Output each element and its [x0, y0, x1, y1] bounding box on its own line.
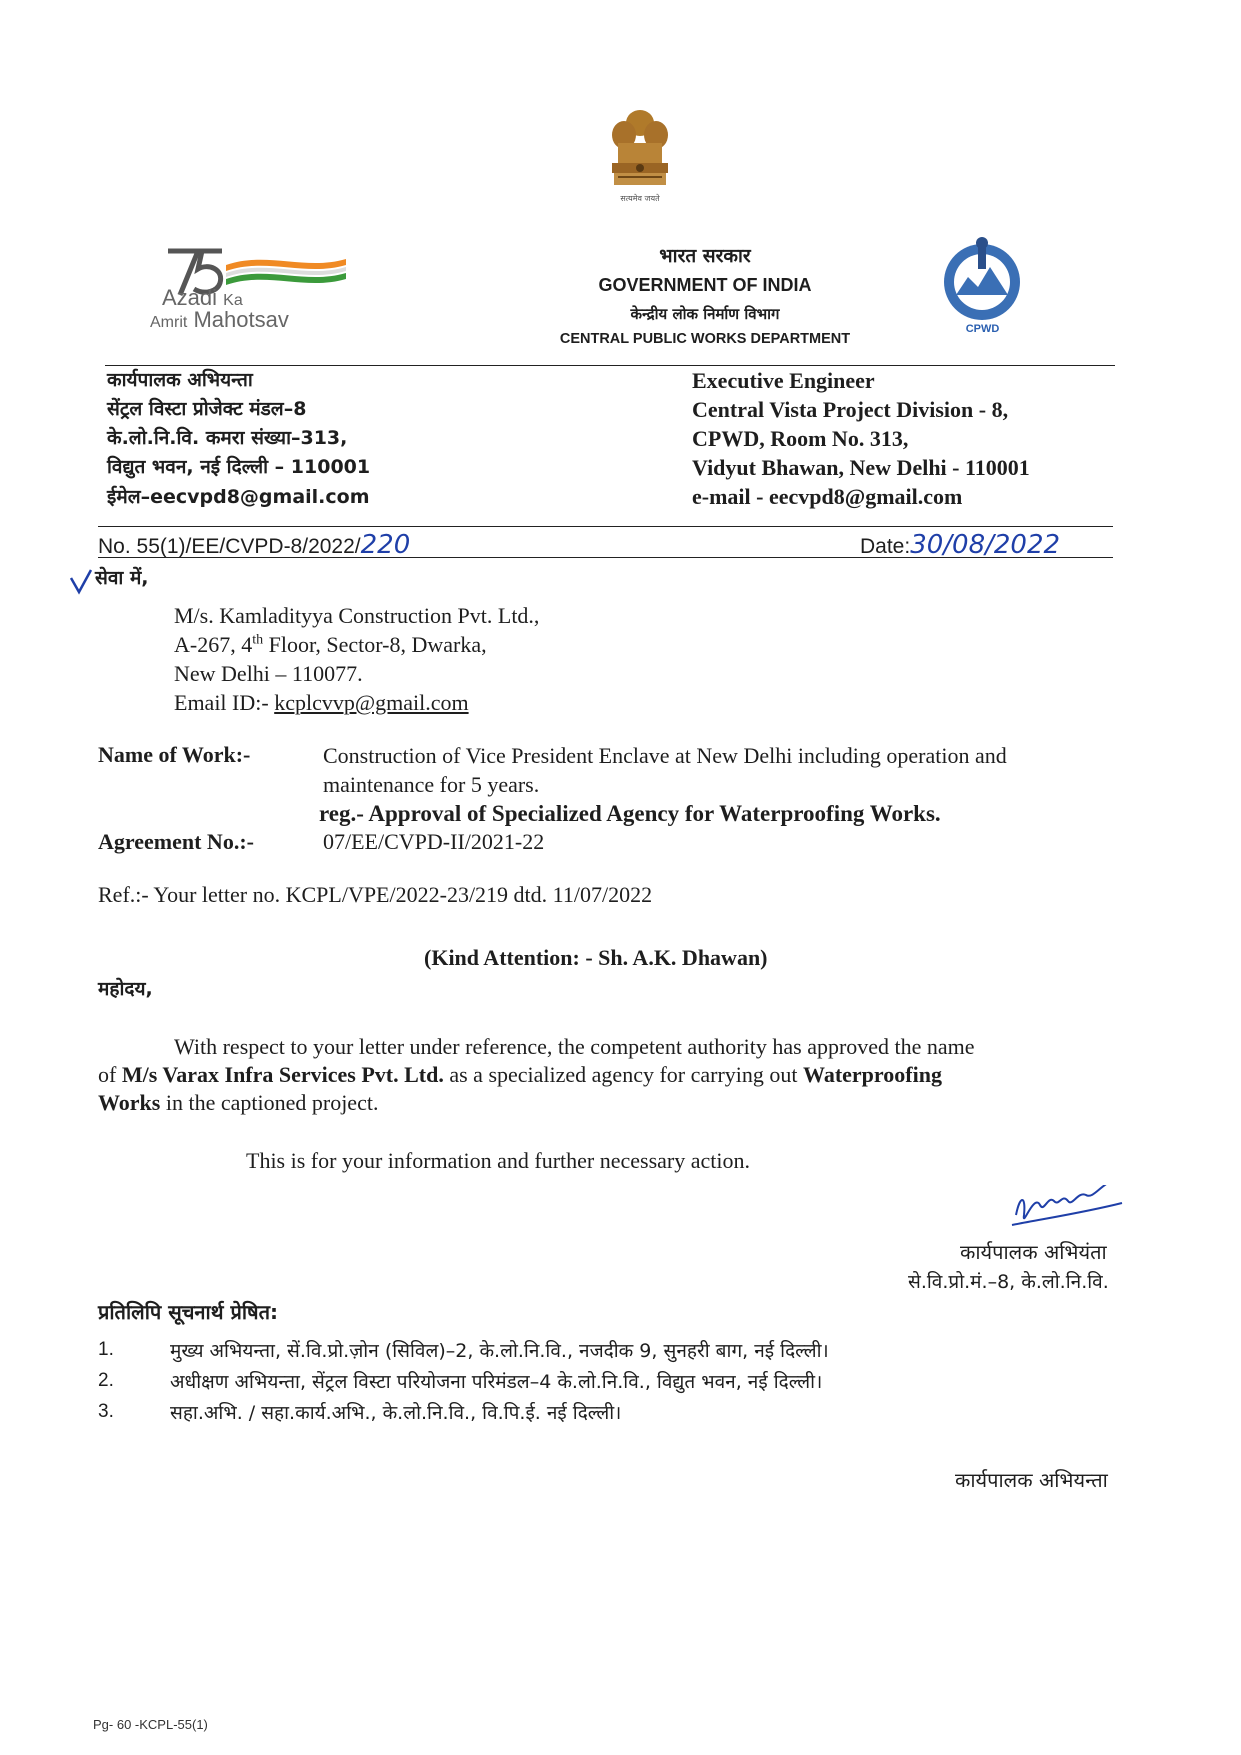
recipient-text: A-267, 4	[174, 632, 253, 657]
salutation-to: सेवा में,	[95, 567, 149, 589]
recipient-line: M/s. Kamladityya Construction Pvt. Ltd.,	[174, 603, 540, 628]
name-of-work-text: Construction of Vice President Enclave at New Delhi including operation and	[323, 743, 1007, 768]
letter-number-handwritten: 220	[360, 530, 411, 560]
recipient-email-link[interactable]: kcplcvvp@gmail.com	[274, 690, 469, 715]
recipient-superscript: th	[252, 632, 264, 648]
work-type: Waterproofing	[803, 1062, 942, 1087]
header-department: CENTRAL PUBLIC WORKS DEPARTMENT	[559, 331, 851, 347]
body-text: of	[98, 1062, 122, 1087]
subject-line: reg.- Approval of Specialized Agency for Waterproofing Works.	[319, 801, 941, 826]
copy-to-number: 3.	[98, 1401, 114, 1422]
address-divider	[98, 526, 1113, 527]
name-of-work-text: maintenance for 5 years.	[323, 772, 540, 797]
body-paragraph-line	[98, 1062, 942, 1088]
date-label: Date:	[860, 535, 911, 558]
work-type: Works	[98, 1090, 161, 1115]
copy-to-item: मुख्य अभियन्ता, सें.वि.प्रो.ज़ोन (सिविल)–2, के.लो.नि.वि., नजदीक 9, सुनहरी बाग, नई दिल्ली।	[170, 1340, 829, 1362]
address-english-line: e-mail - eecvpd8@gmail.com	[692, 484, 963, 509]
address-english-line: Central Vista Project Division - 8,	[692, 397, 1009, 422]
copy-to-item: सहा.अभि. / सहा.कार्य.अभि., के.लो.नि.वि., वि.पि.ई. नई दिल्ली।	[170, 1402, 622, 1424]
body-text: in the captioned project.	[160, 1090, 379, 1115]
body-paragraph-line: This is for your information and further necessary action.	[246, 1148, 751, 1173]
letter-number-printed: No. 55(1)/EE/CVPD-8/2022/	[98, 535, 361, 558]
address-english-line: Vidyut Bhawan, New Delhi - 110001	[692, 455, 1030, 480]
cpwd-logo	[930, 235, 1035, 340]
national-emblem	[600, 105, 680, 210]
azadi-logo-word: Mahotsav	[193, 307, 289, 332]
body-paragraph-line	[98, 1090, 378, 1116]
recipient-line: New Delhi – 110077.	[174, 661, 363, 686]
address-english-line: Executive Engineer	[692, 368, 875, 393]
reference-underline	[98, 557, 1113, 558]
salutation: महोदय,	[98, 978, 153, 1000]
closing-signatory: कार्यपालक अभियन्ता	[955, 1468, 1108, 1492]
address-hindi-line: विद्युत भवन, नई दिल्ली – 110001	[107, 456, 371, 478]
header-hindi-government: भारत सरकार	[659, 245, 751, 267]
address-english-line: CPWD, Room No. 313,	[692, 426, 909, 451]
check-mark-icon	[68, 568, 94, 596]
recipient-line	[174, 632, 487, 658]
agreement-label: Agreement No.:-	[98, 829, 254, 854]
header-government-of-india: GOVERNMENT OF INDIA	[598, 275, 812, 295]
signature-scribble	[1010, 1185, 1150, 1235]
cpwd-emblem-icon	[930, 235, 1035, 325]
date-handwritten: 30/08/2022	[910, 530, 1061, 560]
cpwd-logo-text: CPWD	[965, 323, 1000, 335]
reference-line: Ref.:- Your letter no. KCPL/VPE/2022-23/219 dtd. 11/07/2022	[98, 882, 653, 907]
copy-to-heading: प्रतिलिपि सूचनार्थ प्रेषित:	[98, 1300, 278, 1324]
kind-attention: (Kind Attention: - Sh. A.K. Dhawan)	[424, 945, 768, 970]
signatory-title: कार्यपालक अभियंता	[960, 1240, 1107, 1264]
agreement-value: 07/EE/CVPD-II/2021-22	[323, 829, 545, 854]
agency-name: M/s Varax Infra Services Pvt. Ltd.	[121, 1062, 444, 1087]
address-hindi-line: ईमेल–eecvpd8@gmail.com	[107, 486, 370, 508]
body-paragraph-line: With respect to your letter under reference, the competent authority has approved the name	[174, 1034, 975, 1059]
azadi-ka-amrit-mahotsav-logo	[150, 245, 380, 345]
email-label: Email ID:-	[174, 690, 275, 715]
recipient-text: Floor, Sector-8, Dwarka,	[263, 632, 487, 657]
azadi-logo-word: Azadi	[162, 285, 218, 310]
copy-to-number: 2.	[98, 1370, 114, 1391]
page-footer: Pg- 60 -KCPL-55(1)	[93, 1717, 208, 1732]
letter-number	[98, 530, 410, 560]
address-hindi-line: के.लो.नि.वि. कमरा संख्या–313,	[107, 427, 348, 449]
body-text: as a specialized agency for carrying out	[443, 1062, 804, 1087]
signatory-office: से.वि.प्रो.मं.–8, के.लो.नि.वि.	[908, 1271, 1109, 1293]
azadi-logo-word: Ka	[223, 292, 243, 309]
azadi-logo-word: Amrit	[150, 314, 188, 331]
letter-date	[860, 530, 1060, 560]
header-divider	[105, 365, 1115, 366]
address-hindi-line: कार्यपालक अभियन्ता	[107, 369, 253, 391]
recipient-email-line	[174, 690, 469, 716]
header-hindi-department: केन्द्रीय लोक निर्माण विभाग	[630, 305, 780, 323]
copy-to-number: 1.	[98, 1339, 114, 1360]
lion-capital-icon	[600, 105, 680, 193]
emblem-motto: सत्यमेव जयते	[620, 194, 660, 203]
address-hindi-line: सेंट्रल विस्टा प्रोजेक्ट मंडल–8	[107, 398, 307, 420]
name-of-work-label: Name of Work:-	[98, 742, 251, 767]
copy-to-item: अधीक्षण अभियन्ता, सेंट्रल विस्टा परियोजना परिमंडल–4 के.लो.नि.वि., विद्युत भवन, नई दिल्ली।	[170, 1371, 823, 1393]
